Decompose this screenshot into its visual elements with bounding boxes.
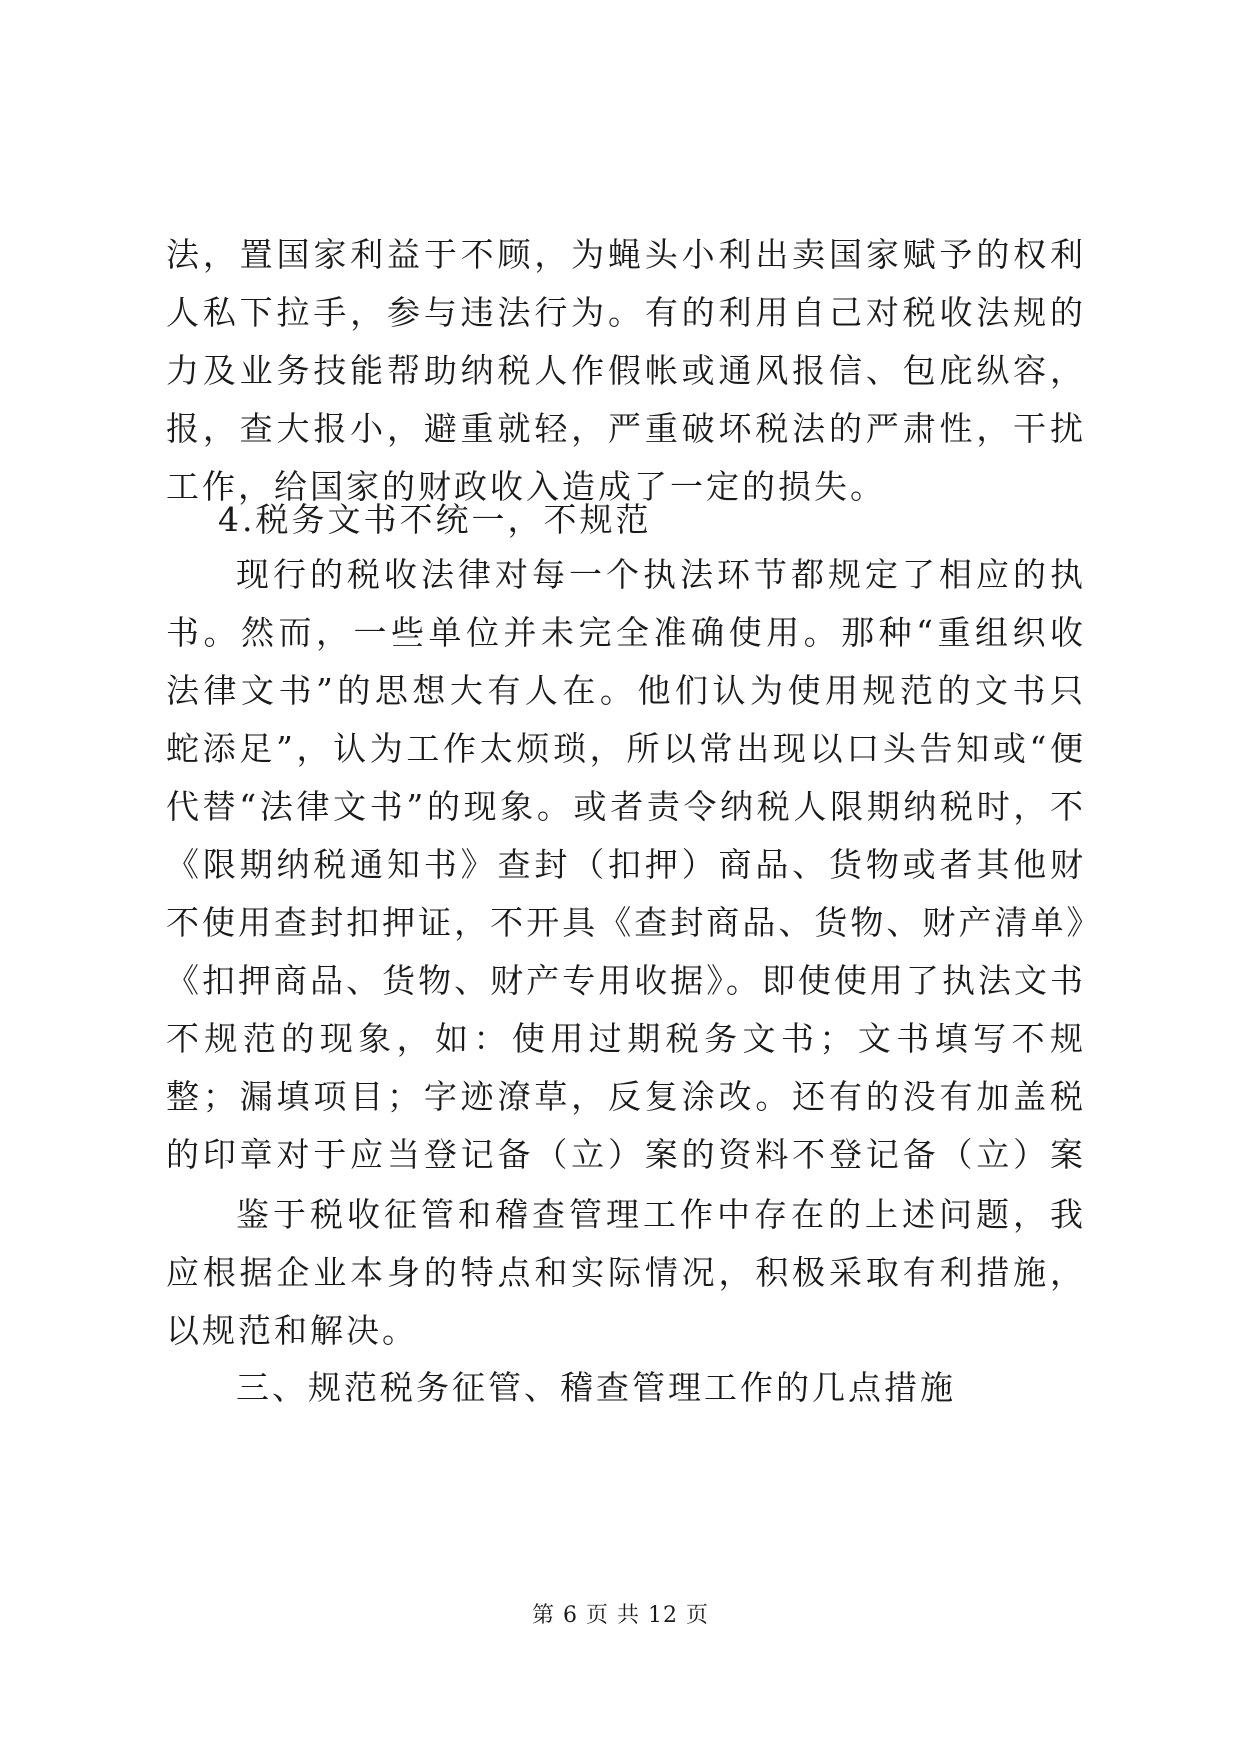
page-number-footer: 第 6 页 共 12 页 (532, 1603, 709, 1628)
paragraph-line: 力及业务技能帮助纳税人作假帐或通风报信、包庇纵容， (166, 351, 1086, 390)
paragraph-line: 代替“法律文书”的现象。或者责令纳税人限期纳税时，不 (166, 787, 1086, 826)
paragraph-line: 人私下拉手，参与违法行为。有的利用自己对税收法规的 (166, 293, 1086, 332)
paragraph-line: 《扣押商品、货物、财产专用收据》。即使使用了执法文书 (166, 961, 1086, 1000)
paragraph-line: 现行的税收法律对每一个执法环节都规定了相应的执 (236, 555, 1086, 594)
paragraph-line: 不使用查封扣押证，不开具《查封商品、货物、财产清单》 (166, 903, 1086, 942)
paragraph-3 (166, 1186, 1086, 1360)
paragraph-line: 以规范和解决。 (166, 1311, 418, 1350)
paragraph-line: 应根据企业本身的特点和实际情况，积极采取有利措施， (166, 1253, 1086, 1292)
paragraph-1 (166, 226, 1086, 516)
paragraph-2 (166, 546, 1086, 1184)
paragraph-line: 工作，给国家的财政收入造成了一定的损失。 (166, 467, 886, 506)
paragraph-line: 鉴于税收征管和稽查管理工作中存在的上述问题，我 (236, 1195, 1086, 1234)
paragraph-line: 书。然而，一些单位并未完全准确使用。那种“重组织收 (166, 613, 1086, 652)
section-heading-4: 4.税务文书不统一，不规范 (218, 500, 652, 539)
paragraph-line: 蛇添足”，认为工作太烦琐，所以常出现以口头告知或“便 (166, 729, 1086, 768)
paragraph-line: 法，置国家利益于不顾，为蝇头小利出卖国家赋予的权利 (166, 235, 1086, 274)
section-heading-3: 三、规范税务征管、稽查管理工作的几点措施 (236, 1368, 956, 1407)
paragraph-line: 不规范的现象，如：使用过期税务文书；文书填写不规 (166, 1019, 1086, 1058)
paragraph-line: 的印章对于应当登记备（立）案的资料不登记备（立）案 (166, 1135, 1086, 1174)
paragraph-line: 整；漏填项目；字迹潦草，反复涂改。还有的没有加盖税 (166, 1077, 1086, 1116)
paragraph-line: 《限期纳税通知书》查封（扣押）商品、货物或者其他财 (166, 845, 1086, 884)
paragraph-line: 报，查大报小，避重就轻，严重破坏税法的严肃性，干扰 (166, 409, 1086, 448)
paragraph-line: 法律文书”的思想大有人在。他们认为使用规范的文书只 (166, 671, 1086, 710)
